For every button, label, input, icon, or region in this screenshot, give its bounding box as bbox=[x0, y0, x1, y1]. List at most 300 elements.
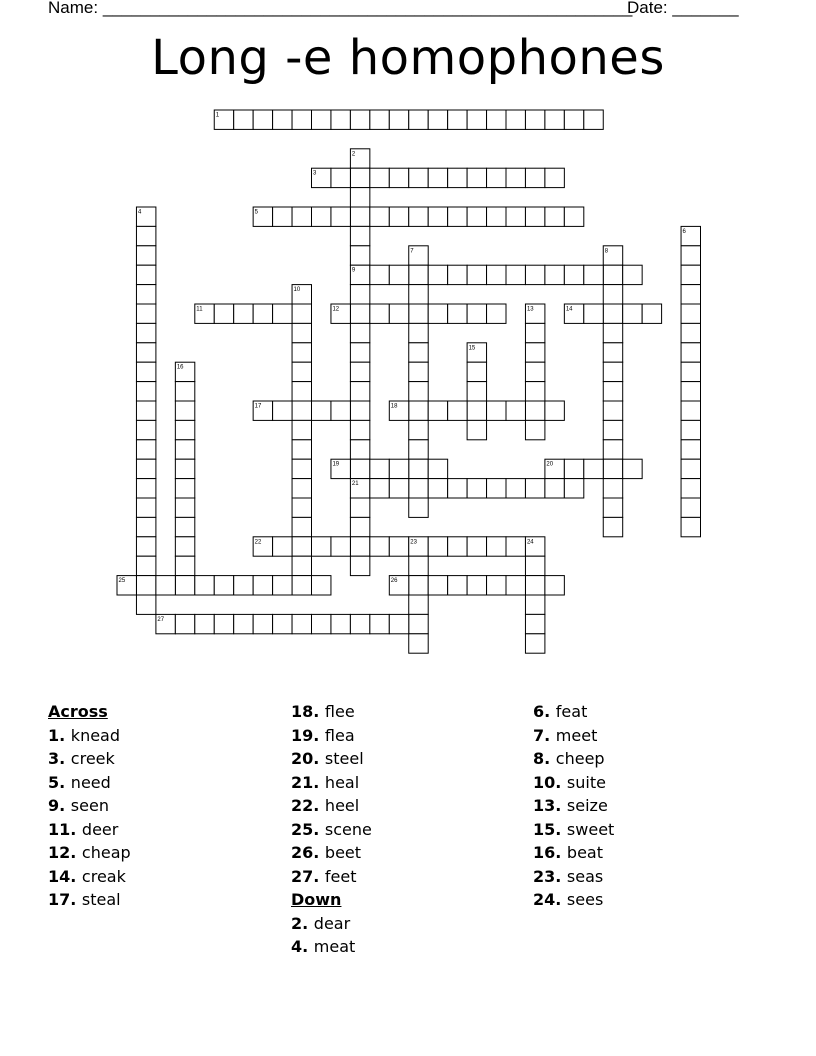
grid-cell[interactable] bbox=[545, 168, 564, 187]
grid-cell[interactable] bbox=[136, 304, 155, 323]
grid-cell[interactable] bbox=[409, 576, 428, 595]
grid-cell[interactable] bbox=[448, 265, 467, 284]
grid-cell[interactable] bbox=[350, 343, 369, 362]
cell-number: 17 bbox=[254, 403, 262, 410]
grid-cell[interactable] bbox=[681, 285, 700, 304]
clue-number: 5 bbox=[48, 772, 60, 792]
grid-cell[interactable] bbox=[506, 401, 525, 420]
grid-cell[interactable] bbox=[370, 459, 389, 478]
grid-cell[interactable] bbox=[506, 168, 525, 187]
grid-cell[interactable] bbox=[195, 614, 214, 633]
grid-cell[interactable] bbox=[136, 265, 155, 284]
grid-cell[interactable] bbox=[525, 576, 544, 595]
clue-item: 10. suite bbox=[533, 772, 606, 792]
grid-cell[interactable] bbox=[253, 304, 272, 323]
grid-cell[interactable] bbox=[136, 362, 155, 381]
grid-cell[interactable] bbox=[292, 362, 311, 381]
grid-cell[interactable] bbox=[331, 110, 350, 129]
grid-cell[interactable] bbox=[273, 304, 292, 323]
cell-number: 7 bbox=[410, 248, 414, 255]
grid-cell[interactable] bbox=[370, 479, 389, 498]
grid-cell[interactable] bbox=[389, 207, 408, 226]
grid-cell[interactable] bbox=[603, 498, 622, 517]
cell-number: 25 bbox=[118, 578, 126, 585]
clue-item: 4. meat bbox=[291, 937, 356, 956]
grid-cell[interactable] bbox=[312, 576, 331, 595]
grid-cell[interactable] bbox=[409, 207, 428, 226]
grid-cell[interactable] bbox=[525, 614, 544, 633]
clue-item: 6. feat bbox=[533, 702, 588, 721]
grid-cell[interactable] bbox=[136, 401, 155, 420]
grid-cell[interactable] bbox=[389, 614, 408, 633]
grid-cell[interactable] bbox=[428, 304, 447, 323]
grid-cell[interactable] bbox=[253, 614, 272, 633]
grid-cell[interactable] bbox=[409, 343, 428, 362]
clue-item: 3. creek bbox=[48, 749, 115, 768]
grid-cell[interactable] bbox=[389, 459, 408, 478]
grid-cell[interactable] bbox=[292, 459, 311, 478]
grid-cell[interactable] bbox=[428, 401, 447, 420]
grid-cell[interactable] bbox=[389, 168, 408, 187]
grid-cell[interactable] bbox=[175, 420, 194, 439]
cell-number: 6 bbox=[682, 228, 686, 235]
grid-cell[interactable] bbox=[428, 207, 447, 226]
grid-cell[interactable] bbox=[487, 401, 506, 420]
grid-cell[interactable] bbox=[136, 556, 155, 575]
grid-cell[interactable] bbox=[370, 304, 389, 323]
grid-cell[interactable] bbox=[584, 304, 603, 323]
clue-number: 16 bbox=[533, 843, 556, 862]
grid-cell[interactable] bbox=[584, 110, 603, 129]
grid-cell[interactable] bbox=[292, 382, 311, 401]
grid-cell[interactable] bbox=[350, 304, 369, 323]
grid-cell[interactable] bbox=[467, 207, 486, 226]
grid-cell[interactable] bbox=[350, 401, 369, 420]
grid-cell[interactable] bbox=[350, 498, 369, 517]
grid-cell[interactable] bbox=[409, 498, 428, 517]
grid-cell[interactable] bbox=[448, 110, 467, 129]
grid-cell[interactable] bbox=[350, 168, 369, 187]
grid-cell[interactable] bbox=[564, 479, 583, 498]
grid-cell[interactable] bbox=[487, 110, 506, 129]
clue-heading: Down bbox=[291, 890, 342, 909]
grid-cell[interactable] bbox=[525, 110, 544, 129]
grid-cell[interactable] bbox=[195, 576, 214, 595]
grid-cell[interactable] bbox=[292, 479, 311, 498]
grid-cell[interactable] bbox=[292, 110, 311, 129]
grid-cell[interactable] bbox=[525, 265, 544, 284]
grid-cell[interactable] bbox=[136, 440, 155, 459]
grid-cell[interactable] bbox=[603, 304, 622, 323]
grid-cell[interactable] bbox=[175, 479, 194, 498]
cell-number: 24 bbox=[526, 539, 534, 546]
clue-word: meet bbox=[555, 725, 598, 745]
grid-cell[interactable] bbox=[350, 226, 369, 245]
grid-cell[interactable] bbox=[292, 556, 311, 575]
clue-item: 27. feet bbox=[291, 866, 357, 886]
grid-cell[interactable] bbox=[312, 207, 331, 226]
grid-cell[interactable] bbox=[564, 207, 583, 226]
grid-cell[interactable] bbox=[467, 304, 486, 323]
grid-cell[interactable] bbox=[428, 265, 447, 284]
grid-cell[interactable] bbox=[467, 362, 486, 381]
grid-cell[interactable] bbox=[525, 207, 544, 226]
clue-word: beat bbox=[566, 843, 603, 862]
grid-cell[interactable] bbox=[603, 440, 622, 459]
grid-cell[interactable] bbox=[681, 246, 700, 265]
grid-cell[interactable] bbox=[409, 168, 428, 187]
grid-cell[interactable] bbox=[525, 323, 544, 342]
grid-cell[interactable] bbox=[389, 265, 408, 284]
grid-cell[interactable] bbox=[603, 479, 622, 498]
grid-cell[interactable] bbox=[350, 459, 369, 478]
grid-cell[interactable] bbox=[525, 343, 544, 362]
grid-cell[interactable] bbox=[409, 304, 428, 323]
grid-cell[interactable] bbox=[545, 479, 564, 498]
grid-cell[interactable] bbox=[564, 459, 583, 478]
grid-cell[interactable] bbox=[350, 537, 369, 556]
clue-number: 14 bbox=[48, 866, 71, 886]
clue-word: scene bbox=[324, 819, 372, 839]
grid-cell[interactable] bbox=[409, 362, 428, 381]
grid-cell[interactable] bbox=[350, 188, 369, 207]
grid-cell[interactable] bbox=[525, 479, 544, 498]
grid-cell[interactable] bbox=[175, 382, 194, 401]
grid-cell[interactable] bbox=[467, 537, 486, 556]
grid-cell[interactable] bbox=[681, 343, 700, 362]
grid-cell[interactable] bbox=[350, 323, 369, 342]
grid-cell[interactable] bbox=[292, 576, 311, 595]
grid-cell[interactable] bbox=[545, 401, 564, 420]
grid-cell[interactable] bbox=[603, 285, 622, 304]
grid-cell[interactable] bbox=[292, 401, 311, 420]
date-line[interactable]: _______ bbox=[672, 0, 739, 17]
grid-cell[interactable] bbox=[136, 595, 155, 614]
grid-cell[interactable] bbox=[448, 401, 467, 420]
grid-cell[interactable] bbox=[584, 459, 603, 478]
grid-cell[interactable] bbox=[370, 207, 389, 226]
grid-cell[interactable] bbox=[487, 537, 506, 556]
grid-cell[interactable] bbox=[448, 304, 467, 323]
grid-cell[interactable] bbox=[409, 265, 428, 284]
grid-cell[interactable] bbox=[331, 614, 350, 633]
grid-cell[interactable] bbox=[331, 401, 350, 420]
clue-item: 11. deer bbox=[48, 819, 119, 839]
grid-cell[interactable] bbox=[487, 304, 506, 323]
grid-cell[interactable] bbox=[234, 576, 253, 595]
grid-cell[interactable] bbox=[681, 420, 700, 439]
grid-cell[interactable] bbox=[409, 479, 428, 498]
grid-cell[interactable] bbox=[234, 304, 253, 323]
grid-cell[interactable] bbox=[136, 246, 155, 265]
grid-cell[interactable] bbox=[389, 479, 408, 498]
grid-cell[interactable] bbox=[214, 304, 233, 323]
grid-cell[interactable] bbox=[603, 323, 622, 342]
grid-cell[interactable] bbox=[525, 556, 544, 575]
grid-cell[interactable] bbox=[350, 440, 369, 459]
grid-cell[interactable] bbox=[331, 168, 350, 187]
grid-cell[interactable] bbox=[525, 401, 544, 420]
grid-cell[interactable] bbox=[175, 459, 194, 478]
grid-cell[interactable] bbox=[409, 634, 428, 653]
grid-cell[interactable] bbox=[545, 576, 564, 595]
grid-cell[interactable] bbox=[467, 420, 486, 439]
grid-cell[interactable] bbox=[234, 614, 253, 633]
grid-cell[interactable] bbox=[136, 343, 155, 362]
grid-cell[interactable] bbox=[409, 401, 428, 420]
grid-cell[interactable] bbox=[487, 576, 506, 595]
grid-cell[interactable] bbox=[312, 537, 331, 556]
grid-cell[interactable] bbox=[584, 265, 603, 284]
grid-cell[interactable] bbox=[681, 323, 700, 342]
grid-cell[interactable] bbox=[175, 576, 194, 595]
grid-cell[interactable] bbox=[525, 595, 544, 614]
grid-cell[interactable] bbox=[136, 576, 155, 595]
grid-cell[interactable] bbox=[409, 110, 428, 129]
clue-item: 20. steel bbox=[291, 749, 364, 768]
grid-cell[interactable] bbox=[370, 265, 389, 284]
clue-item: 21. heal bbox=[291, 772, 360, 792]
grid-cell[interactable] bbox=[642, 304, 661, 323]
grid-cell[interactable] bbox=[448, 479, 467, 498]
clue-word: seen bbox=[70, 796, 109, 815]
grid-cell[interactable] bbox=[623, 304, 642, 323]
grid-cell[interactable] bbox=[331, 537, 350, 556]
clue-number: 23 bbox=[533, 866, 556, 886]
grid-cell[interactable] bbox=[409, 595, 428, 614]
clue-number: 3 bbox=[48, 749, 60, 768]
grid-cell[interactable] bbox=[175, 556, 194, 575]
clue-column-1 bbox=[48, 700, 131, 912]
grid-cell[interactable] bbox=[681, 401, 700, 420]
grid-cell[interactable] bbox=[234, 110, 253, 129]
grid-cell[interactable] bbox=[409, 420, 428, 439]
grid-cell[interactable] bbox=[175, 614, 194, 633]
grid-cell[interactable] bbox=[175, 537, 194, 556]
grid-cell[interactable] bbox=[409, 440, 428, 459]
grid-cell[interactable] bbox=[525, 382, 544, 401]
grid-cell[interactable] bbox=[370, 614, 389, 633]
clue-number: 21 bbox=[291, 772, 314, 792]
grid-cell[interactable] bbox=[350, 207, 369, 226]
grid-cell[interactable] bbox=[136, 382, 155, 401]
grid-cell[interactable] bbox=[467, 401, 486, 420]
grid-cell[interactable] bbox=[545, 207, 564, 226]
name-line[interactable]: ________________________________________________________ bbox=[102, 0, 633, 17]
grid-cell[interactable] bbox=[273, 207, 292, 226]
grid-cell[interactable] bbox=[467, 382, 486, 401]
grid-cell[interactable] bbox=[136, 479, 155, 498]
clue-number: 27 bbox=[291, 866, 314, 886]
grid-cell[interactable] bbox=[428, 110, 447, 129]
grid-cell[interactable] bbox=[350, 382, 369, 401]
grid-cell[interactable] bbox=[487, 168, 506, 187]
grid-cell[interactable] bbox=[409, 614, 428, 633]
grid-cell[interactable] bbox=[525, 634, 544, 653]
grid-cell[interactable] bbox=[136, 459, 155, 478]
grid-cell[interactable] bbox=[545, 110, 564, 129]
clue-number: 12 bbox=[48, 843, 71, 862]
grid-cell[interactable] bbox=[409, 556, 428, 575]
grid-cell[interactable] bbox=[448, 576, 467, 595]
grid-cell[interactable] bbox=[136, 517, 155, 536]
grid-cell[interactable] bbox=[409, 323, 428, 342]
grid-cell[interactable] bbox=[525, 362, 544, 381]
grid-cell[interactable] bbox=[525, 168, 544, 187]
grid-cell[interactable] bbox=[136, 537, 155, 556]
clue-word: sees bbox=[566, 890, 604, 909]
grid-cell[interactable] bbox=[467, 110, 486, 129]
grid-cell[interactable] bbox=[603, 343, 622, 362]
grid-cell[interactable] bbox=[428, 459, 447, 478]
grid-cell[interactable] bbox=[370, 537, 389, 556]
grid-cell[interactable] bbox=[448, 537, 467, 556]
clue-number: 18 bbox=[291, 702, 314, 721]
grid-cell[interactable] bbox=[292, 343, 311, 362]
grid-cell[interactable] bbox=[506, 110, 525, 129]
clue-word: cheap bbox=[81, 843, 131, 862]
clue-item: 19. flea bbox=[291, 725, 355, 745]
grid-cell[interactable] bbox=[292, 304, 311, 323]
grid-cell[interactable] bbox=[409, 382, 428, 401]
grid-cell[interactable] bbox=[350, 362, 369, 381]
clue-word: deer bbox=[81, 819, 119, 839]
clue-item: 15. sweet bbox=[533, 819, 615, 839]
grid-cell[interactable] bbox=[428, 576, 447, 595]
grid-cell[interactable] bbox=[448, 168, 467, 187]
grid-cell[interactable] bbox=[214, 614, 233, 633]
clue-item: 13. seize bbox=[533, 796, 608, 815]
clue-column-3 bbox=[533, 700, 614, 912]
grid-cell[interactable] bbox=[350, 285, 369, 304]
grid-cell[interactable] bbox=[331, 207, 350, 226]
grid-cell[interactable] bbox=[564, 265, 583, 284]
grid-cell[interactable] bbox=[681, 362, 700, 381]
grid-cell[interactable] bbox=[273, 576, 292, 595]
grid-cell[interactable] bbox=[292, 498, 311, 517]
grid-cell[interactable] bbox=[253, 576, 272, 595]
grid-cell[interactable] bbox=[564, 110, 583, 129]
grid-cell[interactable] bbox=[273, 401, 292, 420]
cell-number: 22 bbox=[254, 539, 262, 546]
grid-cell[interactable] bbox=[545, 265, 564, 284]
grid-cell[interactable] bbox=[681, 498, 700, 517]
grid-cell[interactable] bbox=[312, 110, 331, 129]
grid-cell[interactable] bbox=[312, 614, 331, 633]
grid-cell[interactable] bbox=[623, 459, 642, 478]
clue-number: 1 bbox=[48, 725, 60, 745]
grid-cell[interactable] bbox=[681, 517, 700, 536]
grid-cell[interactable] bbox=[681, 459, 700, 478]
clue-word: steal bbox=[81, 890, 121, 909]
grid-cell[interactable] bbox=[681, 440, 700, 459]
grid-cell[interactable] bbox=[292, 517, 311, 536]
grid-cell[interactable] bbox=[681, 382, 700, 401]
grid-cell[interactable] bbox=[136, 285, 155, 304]
grid-cell[interactable] bbox=[292, 440, 311, 459]
grid-cell[interactable] bbox=[525, 420, 544, 439]
grid-cell[interactable] bbox=[603, 382, 622, 401]
grid-cell[interactable] bbox=[681, 479, 700, 498]
grid-cell[interactable] bbox=[623, 265, 642, 284]
grid-cell[interactable] bbox=[292, 537, 311, 556]
grid-cell[interactable] bbox=[487, 265, 506, 284]
grid-cell[interactable] bbox=[214, 576, 233, 595]
grid-cell[interactable] bbox=[350, 517, 369, 536]
grid-cell[interactable] bbox=[506, 479, 525, 498]
grid-cell[interactable] bbox=[428, 168, 447, 187]
grid-cell[interactable] bbox=[428, 537, 447, 556]
clue-word: heel bbox=[324, 796, 360, 815]
grid-cell[interactable] bbox=[370, 110, 389, 129]
grid-cell[interactable] bbox=[136, 498, 155, 517]
grid-cell[interactable] bbox=[292, 614, 311, 633]
grid-cell[interactable] bbox=[389, 304, 408, 323]
grid-cell[interactable] bbox=[350, 556, 369, 575]
grid-cell[interactable] bbox=[506, 576, 525, 595]
grid-cell[interactable] bbox=[136, 226, 155, 245]
grid-cell[interactable] bbox=[603, 265, 622, 284]
grid-cell[interactable] bbox=[389, 110, 408, 129]
grid-cell[interactable] bbox=[506, 537, 525, 556]
grid-cell[interactable] bbox=[467, 479, 486, 498]
grid-cell[interactable] bbox=[350, 420, 369, 439]
grid-cell[interactable] bbox=[467, 265, 486, 284]
grid-cell[interactable] bbox=[350, 614, 369, 633]
grid-cell[interactable] bbox=[312, 401, 331, 420]
grid-cell[interactable] bbox=[175, 498, 194, 517]
cell-number: 2 bbox=[351, 151, 356, 158]
grid-cell[interactable] bbox=[506, 265, 525, 284]
grid-cell[interactable] bbox=[448, 207, 467, 226]
grid-cell[interactable] bbox=[253, 110, 272, 129]
grid-cell[interactable] bbox=[292, 323, 311, 342]
grid-cell[interactable] bbox=[487, 479, 506, 498]
grid-cell[interactable] bbox=[603, 362, 622, 381]
grid-cell[interactable] bbox=[409, 459, 428, 478]
grid-cell[interactable] bbox=[136, 323, 155, 342]
grid-cell[interactable] bbox=[603, 420, 622, 439]
grid-cell[interactable] bbox=[681, 265, 700, 284]
grid-cell[interactable] bbox=[175, 440, 194, 459]
grid-cell[interactable] bbox=[273, 110, 292, 129]
grid-cell[interactable] bbox=[350, 246, 369, 265]
grid-cell[interactable] bbox=[175, 401, 194, 420]
grid-cell[interactable] bbox=[603, 401, 622, 420]
grid-cell[interactable] bbox=[273, 614, 292, 633]
grid-cell[interactable] bbox=[603, 459, 622, 478]
grid-cell[interactable] bbox=[506, 207, 525, 226]
grid-cell[interactable] bbox=[487, 207, 506, 226]
grid-cell[interactable] bbox=[136, 420, 155, 439]
grid-cell[interactable] bbox=[370, 168, 389, 187]
grid-cell[interactable] bbox=[175, 517, 194, 536]
grid-cell[interactable] bbox=[389, 537, 408, 556]
grid-cell[interactable] bbox=[467, 576, 486, 595]
cell-number: 1 bbox=[215, 112, 220, 119]
grid-cell[interactable] bbox=[409, 285, 428, 304]
grid-cell[interactable] bbox=[681, 304, 700, 323]
grid-cell[interactable] bbox=[156, 576, 175, 595]
grid-cell[interactable] bbox=[292, 207, 311, 226]
grid-cell[interactable] bbox=[350, 110, 369, 129]
grid-cell[interactable] bbox=[428, 479, 447, 498]
grid-cell[interactable] bbox=[273, 537, 292, 556]
grid-cell[interactable] bbox=[603, 517, 622, 536]
grid-cell[interactable] bbox=[292, 420, 311, 439]
grid-cell[interactable] bbox=[467, 168, 486, 187]
clue-word: beet bbox=[324, 843, 362, 862]
